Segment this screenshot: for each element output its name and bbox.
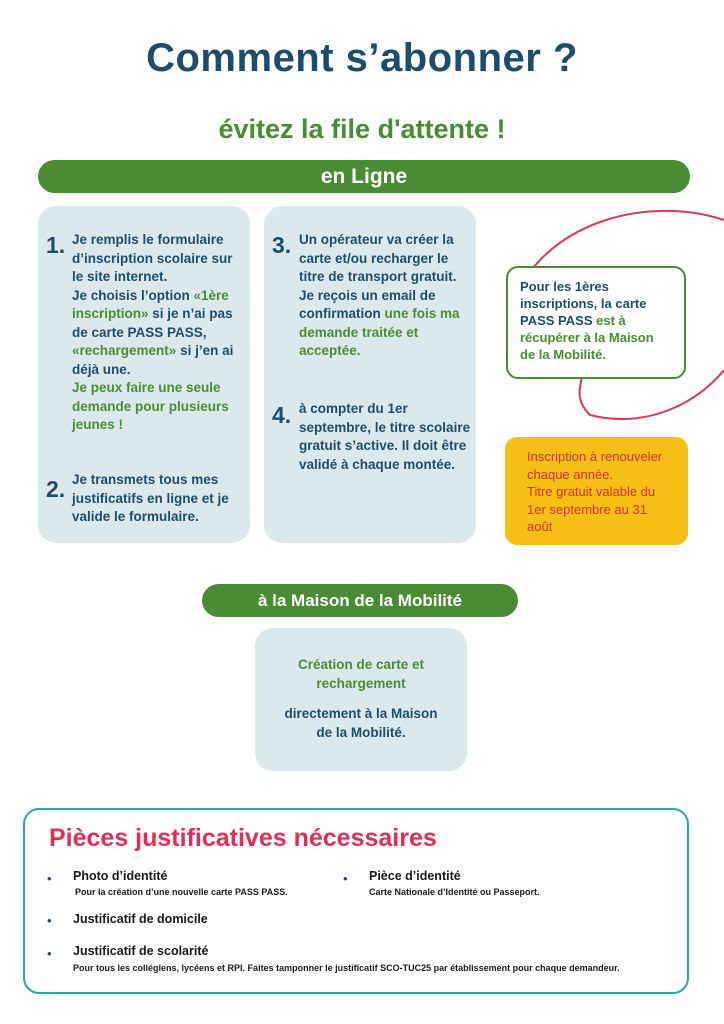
step-3-text-a: Un opérateur va créer la carte et/ou recharger le titre de transport gratuit. Je reçois un email de	[299, 232, 457, 303]
bullet-icon: •	[47, 946, 52, 961]
step-2-text	[72, 471, 244, 527]
document-school-desc: Pour tous les collégiens, lycéens et RPI. Faites tamponner le justificatif SCO-TUC25 par établissement pour chaque demandeur.	[73, 963, 620, 973]
step-1-line2c: si j’en ai déjà une.	[72, 343, 234, 377]
step-1-text	[72, 231, 244, 435]
document-photo-desc: Pour la création d’une nouvelle carte PASS PASS.	[75, 887, 288, 897]
bullet-icon: •	[343, 871, 348, 886]
step-1-line2a: Je choisis l’option	[72, 287, 194, 303]
step-3-number: 3.	[272, 232, 292, 258]
step-2-text-c: valide le formulaire.	[72, 509, 199, 524]
online-steps-card-right	[264, 206, 476, 543]
bullet-icon: •	[47, 871, 52, 886]
document-school-title: Justificatif de scolarité	[73, 944, 209, 958]
bullet-icon: •	[47, 913, 52, 928]
maison-card-line2: directement à la Maison de la Mobilité.	[284, 706, 438, 740]
step-4-number: 4.	[272, 402, 292, 428]
online-steps-card-left	[38, 206, 250, 543]
step-1-number: 1.	[46, 232, 66, 258]
step-3-text-c: une fois ma demande traitée et acceptée.	[299, 306, 460, 358]
step-3-text-b: confirmation	[299, 306, 381, 321]
step-1-option-first: «1ère inscription»	[72, 287, 229, 321]
page-title: Comment s’abonner ?	[146, 36, 578, 80]
step-2-number: 2.	[46, 476, 66, 502]
step-3-text	[299, 231, 471, 361]
document-id-desc: Carte Nationale d’Identité ou Passeport.	[369, 887, 540, 897]
document-id-title: Pièce d’identité	[369, 869, 461, 883]
step-2-text-b: justificatifs en ligne et je	[72, 490, 229, 506]
step-1-line3: Je peux faire une seule demande pour plusieurs jeunes !	[72, 380, 229, 432]
required-documents-title: Pièces justificatives nécessaires	[49, 824, 437, 852]
step-4-text: à compter du 1er septembre, le titre scolaire gratuit s’active. Il doit être validé à chaque montée.	[299, 401, 471, 472]
step-1-line1: Je remplis le formulaire d’inscription scolaire sur le site internet.	[72, 232, 233, 284]
info-box-text-a: Pour les 1ères inscriptions, la carte PASS PASS	[520, 279, 647, 328]
maison-card-line1: Création de carte et rechargement	[297, 657, 425, 691]
online-banner: en Ligne	[38, 160, 690, 193]
renewal-notice-line1: Inscription à renouveler chaque année.	[527, 449, 663, 482]
step-1-line2b: si je n’ai pas de carte PASS PASS,	[72, 306, 233, 340]
page-subtitle: évitez la file d'attente !	[218, 114, 506, 144]
step-1-option-reload: «rechargement»	[72, 343, 177, 358]
document-domicile-title: Justificatif de domicile	[73, 912, 208, 926]
required-documents-panel	[23, 808, 689, 994]
renewal-notice-box	[505, 437, 688, 545]
maison-card	[255, 628, 467, 771]
first-registration-info-box	[506, 266, 686, 379]
info-box-text-b: est à récupérer à la Maison de la Mobilité.	[520, 313, 654, 362]
maison-banner: à la Maison de la Mobilité	[202, 584, 518, 617]
document-photo-title: Photo d’identité	[73, 869, 168, 883]
step-2-text-a: Je transmets tous mes	[72, 472, 219, 487]
renewal-notice-line2: Titre gratuit valable du 1er septembre au 31 août	[527, 484, 656, 534]
